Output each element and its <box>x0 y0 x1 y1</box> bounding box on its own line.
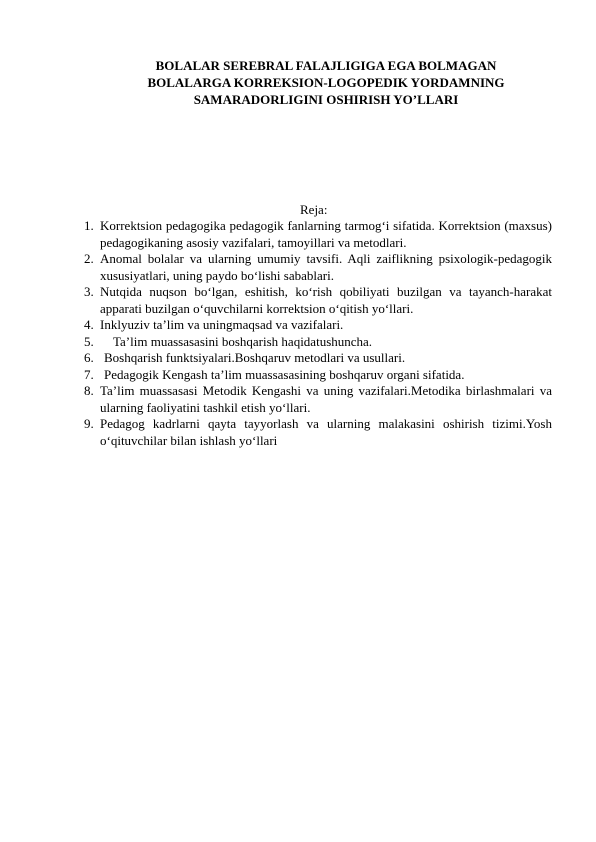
list-item-number: 8. <box>84 383 94 398</box>
plan-list <box>84 218 552 449</box>
list-item-text: Anomal bolalar va ularning umumiy tavsifi. Aqli zaiflikning psixologik-pedagogik xususiyatlari, uning paydo bo‘lishi sabablari. <box>100 251 552 283</box>
list-item <box>84 251 552 284</box>
list-item-text: Ta’lim muassasasi Metodik Kengashi va uning vazifalari.Metodika birlashmalari va ularning faoliyatini tashkil etish yo‘llari. <box>100 383 552 415</box>
title-line-2: BOLALARGA KORREKSION-LOGOPEDIK YORDAMNING <box>147 75 505 90</box>
title-line-3: SAMARADORLIGINI OSHIRISH YO’LLARI <box>193 92 459 107</box>
list-item-number: 1. <box>84 218 94 233</box>
list-item-text: Korrektsion pedagogika pedagogik fanlarning tarmog‘i sifatida. Korrektsion (maxsus) pedagogikaning asosiy vazifalari, tamoyillari va metodlari. <box>100 218 552 250</box>
list-item-number: 9. <box>84 416 94 431</box>
list-item <box>84 383 552 416</box>
list-item-text: Inklyuziv ta’lim va uningmaqsad va vazifalari. <box>100 317 344 332</box>
list-item-number: 6. <box>84 350 94 365</box>
list-item <box>84 317 552 334</box>
list-item <box>84 367 552 384</box>
list-item-text: Ta’lim muassasasini boshqarish haqidatushuncha. <box>113 333 373 349</box>
title-line-1: BOLALAR SEREBRAL FALAJLIGIGA EGA BOLMAGAN <box>155 58 497 73</box>
document-title <box>96 57 556 108</box>
list-item <box>84 350 552 367</box>
list-item <box>84 218 552 251</box>
list-item-number: 5. <box>84 333 94 349</box>
list-item-number: 2. <box>84 251 94 266</box>
list-item-text: Pedagog kadrlarni qayta tayyorlash va ularning malakasini oshirish tizimi.Yosh o‘qituvchilar bilan ishlash yo‘llari <box>100 416 552 448</box>
list-item-text: Pedagogik Kengash ta’lim muassasasining boshqaruv organi sifatida. <box>104 366 465 382</box>
list-item-number: 4. <box>84 317 94 332</box>
list-item-number: 7. <box>84 366 94 382</box>
list-item-number: 3. <box>84 284 94 299</box>
list-item <box>84 334 552 351</box>
plan-heading: Reja: <box>300 202 328 217</box>
list-item-text: Nutqida nuqson bo‘lgan, eshitish, ko‘rish qobiliyati buzilgan va tayanch-harakat apparati buzilgan o‘quvchilarni korrektsion o‘qitish yo‘llari. <box>100 284 552 316</box>
list-item <box>84 416 552 449</box>
list-item <box>84 284 552 317</box>
list-item-text: Boshqarish funktsiyalari.Boshqaruv metodlari va usullari. <box>104 350 406 365</box>
